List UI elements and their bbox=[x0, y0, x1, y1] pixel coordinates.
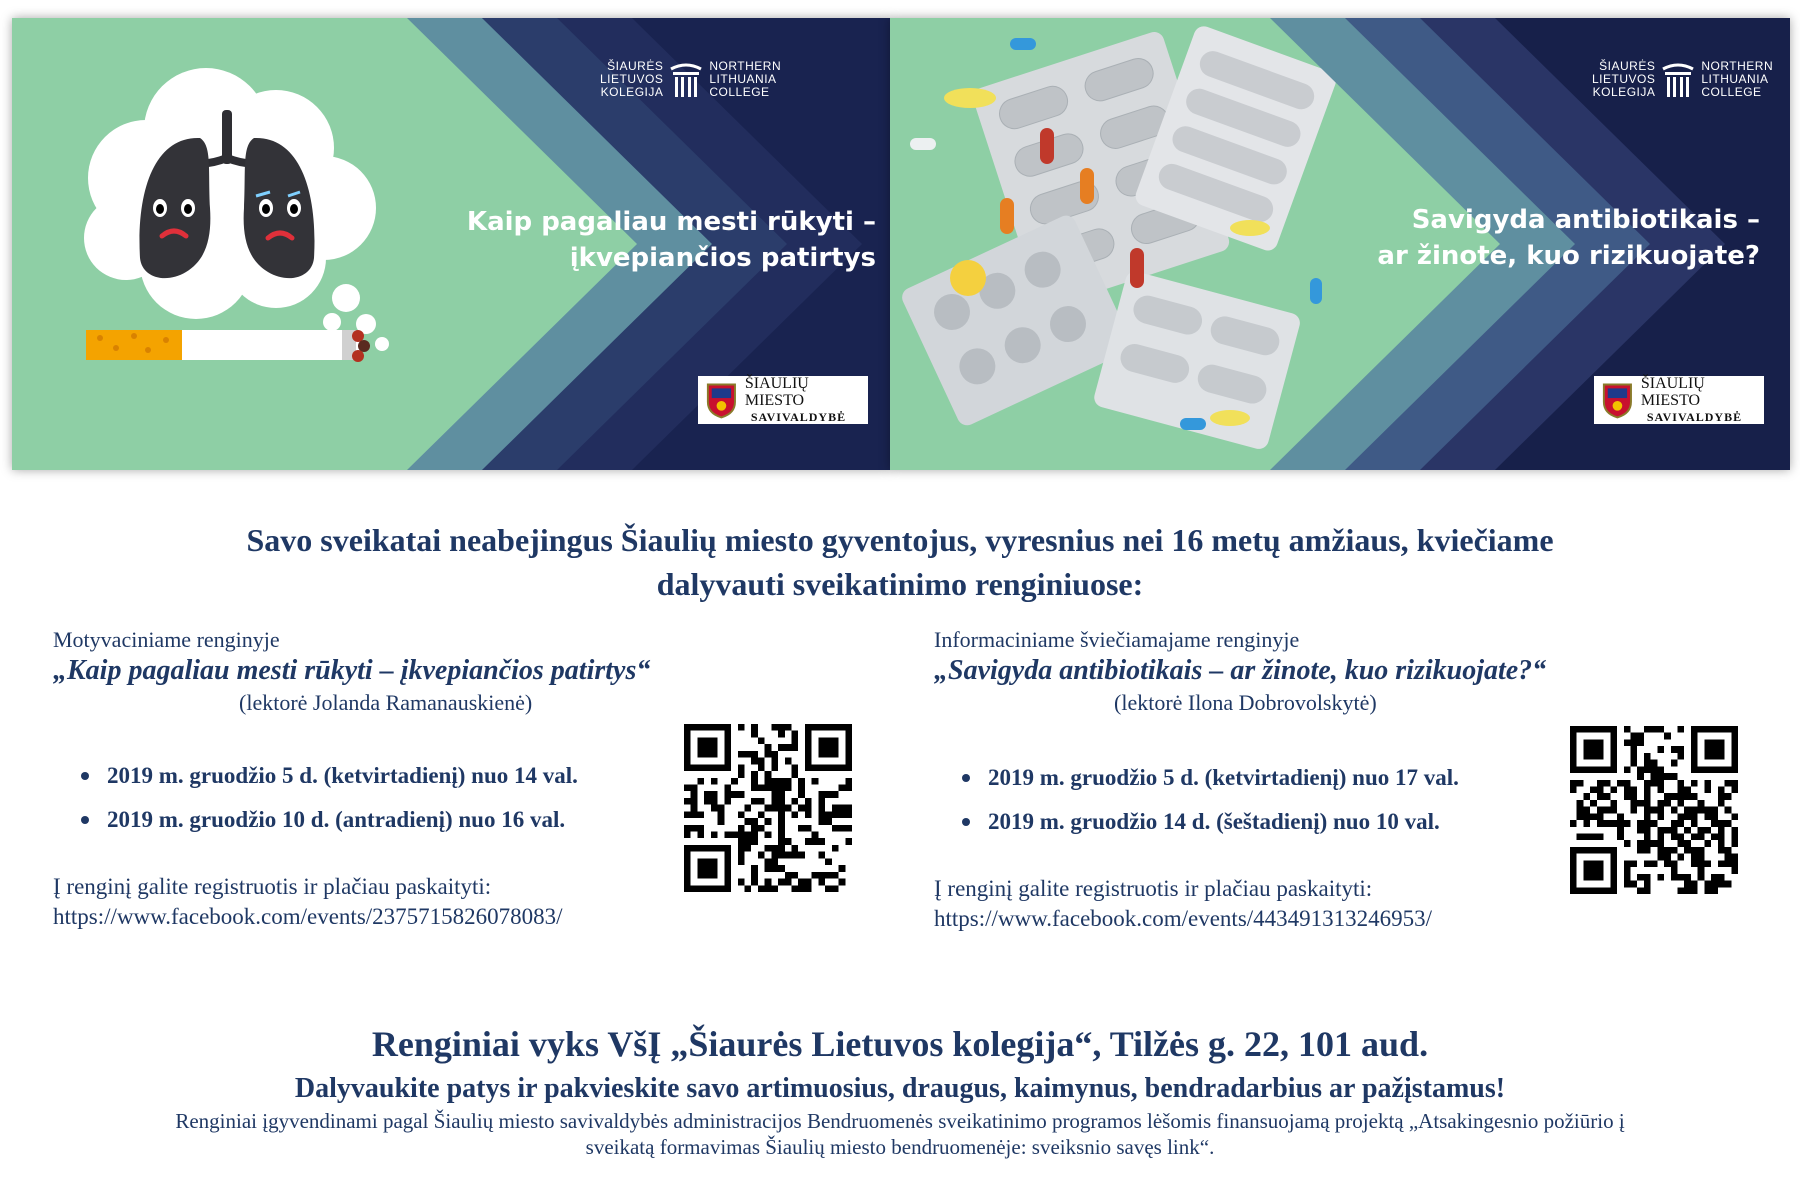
municipality-name-line2: SAVIVALDYBĖ bbox=[750, 409, 847, 424]
event-lector: (lektorė Jolanda Ramanauskienė) bbox=[239, 690, 533, 715]
college-gate-icon bbox=[669, 61, 703, 99]
logo-en-line: NORTHERN bbox=[1701, 59, 1774, 73]
event-lector: (lektorė Ilona Dobrovolskytė) bbox=[1114, 690, 1377, 715]
logo-en-line: LITHUANIA bbox=[1701, 72, 1769, 86]
venue-text: Renginiai vyks VšĮ „Šiaurės Lietuvos kolegija“, Tilžės g. 22, 101 aud. bbox=[371, 1024, 1429, 1064]
logo-lt-line: ŠIAURĖS bbox=[1599, 59, 1656, 73]
banner-title bbox=[1377, 202, 1760, 274]
municipality-logo bbox=[1594, 376, 1764, 424]
smoking-banner bbox=[12, 18, 890, 470]
logo-lt-line: ŠIAURĖS bbox=[607, 59, 664, 73]
banner-title-line: Kaip pagaliau mesti rūkyti – bbox=[466, 207, 876, 237]
event-register-text: Į renginį galite registruotis ir plačiau paskaityti: bbox=[934, 876, 1373, 901]
event-date: 2019 m. gruodžio 5 d. (ketvirtadienį) nuo 14 val. bbox=[107, 763, 578, 788]
bullet-icon bbox=[81, 772, 89, 780]
logo-en-line: COLLEGE bbox=[709, 85, 770, 99]
funding-line: sveikatą formavimas Šiaulių miesto bendruomenėje: sveiksnio savęs link“. bbox=[585, 1135, 1215, 1159]
banner-title-line: Savigyda antibiotikais – bbox=[1411, 205, 1760, 235]
event-title: „Kaip pagaliau mesti rūkyti – įkvepiančios patirtys“ bbox=[53, 655, 651, 686]
college-gate-icon bbox=[1661, 61, 1695, 99]
event-date: 2019 m. gruodžio 14 d. (šeštadienį) nuo 10 val. bbox=[988, 809, 1440, 834]
logo-en-line: LITHUANIA bbox=[709, 72, 777, 86]
intro-line: Savo sveikatai neabejingus Šiaulių miesto gyventojus, vyresnius nei 16 metų amžiaus, kviečiame bbox=[246, 522, 1554, 558]
college-logo bbox=[600, 60, 781, 99]
college-logo bbox=[1592, 60, 1773, 99]
antibiotics-banner bbox=[890, 18, 1790, 470]
event-date: 2019 m. gruodžio 10 d. (antradienį) nuo 16 val. bbox=[107, 807, 566, 832]
event-title: „Savigyda antibiotikais – ar žinote, kuo rizikuojate?“ bbox=[934, 655, 1547, 686]
event-type: Informaciniame šviečiamajame renginyje bbox=[934, 627, 1300, 652]
logo-lt-line: LIETUVOS bbox=[1592, 72, 1656, 86]
intro-text bbox=[0, 518, 1800, 606]
logo-lt-line: LIETUVOS bbox=[600, 72, 664, 86]
logo-en-line: NORTHERN bbox=[709, 59, 782, 73]
banner-title-line: ar žinote, kuo rizikuojate? bbox=[1377, 241, 1760, 271]
logo-lt-line: KOLEGIJA bbox=[1592, 85, 1656, 99]
event-link[interactable]: https://www.facebook.com/events/443491313246953/ bbox=[934, 906, 1433, 931]
banner-title bbox=[467, 204, 876, 276]
event-register-text: Į renginį galite registruotis ir plačiau paskaityti: bbox=[53, 874, 492, 899]
qr-code-icon[interactable] bbox=[1570, 726, 1738, 894]
bullet-icon bbox=[962, 774, 970, 782]
municipality-logo bbox=[698, 376, 868, 424]
invite-text: Dalyvaukite patys ir pakvieskite savo artimuosius, draugus, kaimynus, bendradarbius ar pažįstamus! bbox=[294, 1073, 1506, 1104]
municipality-name-line2: SAVIVALDYBĖ bbox=[1646, 409, 1743, 424]
bullet-icon bbox=[962, 818, 970, 826]
logo-lt-line: KOLEGIJA bbox=[600, 85, 664, 99]
bullet-icon bbox=[81, 816, 89, 824]
city-crest-icon bbox=[1600, 380, 1635, 420]
municipality-name-line1: ŠIAULIŲ MIESTO bbox=[1640, 374, 1705, 409]
city-crest-icon bbox=[704, 380, 739, 420]
sad-lungs-icon bbox=[56, 58, 396, 358]
funding-text bbox=[110, 1108, 1690, 1160]
funding-line: Renginiai įgyvendinami pagal Šiaulių miesto savivaldybės administracijos Bendruomenės sveikatinimo programos lėšomis finansuojamą projektą „Atsakingesnio požiūrio į bbox=[175, 1109, 1625, 1133]
qr-code-icon[interactable] bbox=[684, 724, 852, 892]
event-date: 2019 m. gruodžio 5 d. (ketvirtadienį) nuo 17 val. bbox=[988, 765, 1459, 790]
cigarette-icon bbox=[86, 322, 376, 370]
logo-en-line: COLLEGE bbox=[1701, 85, 1762, 99]
municipality-name-line1: ŠIAULIŲ MIESTO bbox=[744, 374, 809, 409]
banner-title-line: įkvepiančios patirtys bbox=[569, 243, 876, 273]
event-type: Motyvaciniame renginyje bbox=[53, 627, 280, 652]
event-link[interactable]: https://www.facebook.com/events/2375715826078083/ bbox=[53, 904, 563, 929]
intro-line: dalyvauti sveikatinimo renginiuose: bbox=[656, 566, 1144, 602]
